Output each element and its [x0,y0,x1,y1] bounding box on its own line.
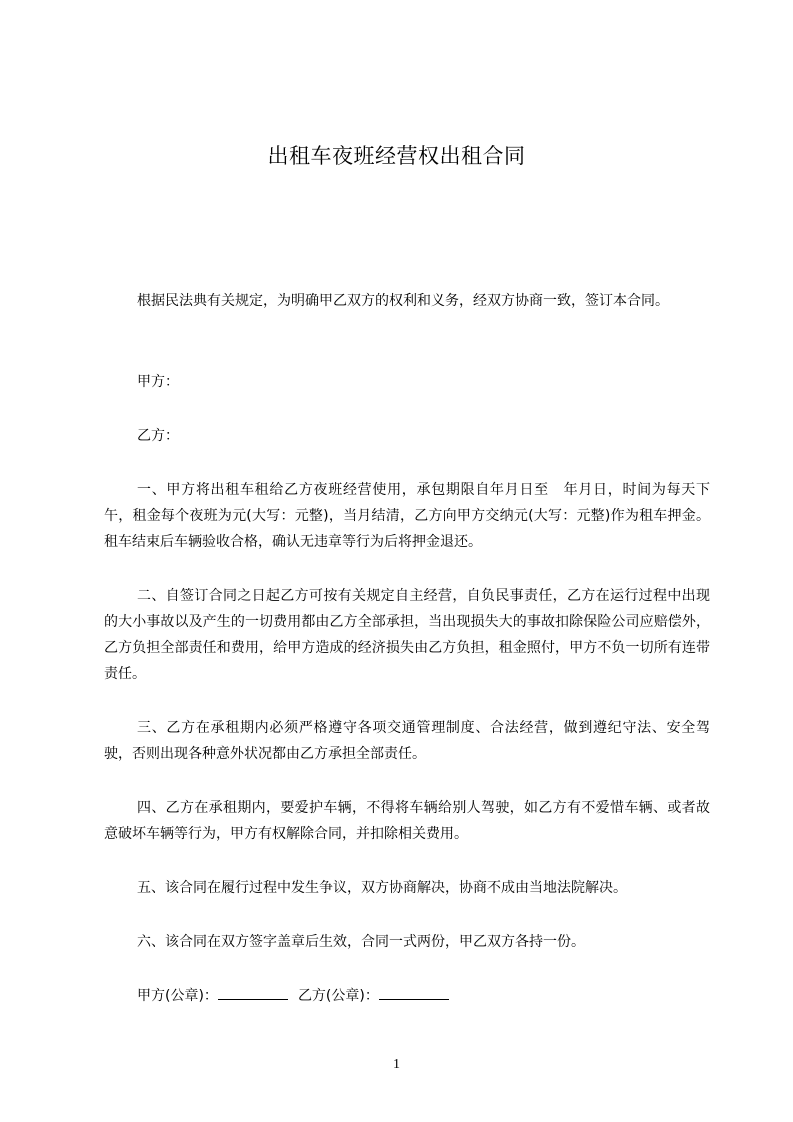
clause-4: 四、乙方在承租期内，要爱护车辆，不得将车辆给别人驾驶，如乙方有不爱惜车辆、或者故意破坏车辆等行为，甲方有权解除合同，并扣除相关费用。 [104,800,710,842]
clause-1: 一、甲方将出租车租给乙方夜班经营使用，承包期限自年月日至 年月日，时间为每天下午，租金每个夜班为元(大写：元整)，当月结清，乙方向甲方交纳元(大写：元整)作为租车押金。租车结束后车辆验收合格，确认无违章等行为后将押金退还。 [104,482,710,550]
document-title: 出租车夜班经营权出租合同 [267,144,526,168]
party-b-signature-blank[interactable] [379,983,449,1000]
party-b-label: 乙方： [137,428,179,444]
party-a-label: 甲方： [137,374,179,390]
clause-3: 三、乙方在承租期内必须严格遵守各项交通管理制度、合法经营，做到遵纪守法、安全驾驶，否则出现各种意外状况都由乙方承担全部责任。 [104,720,710,762]
intro-paragraph: 根据民法典有关规定，为明确甲乙双方的权利和义务，经双方协商一致，签订本合同。 [137,293,669,309]
page-number: 1 [393,1057,400,1072]
clause-6: 六、该合同在双方签字盖章后生效，合同一式两份，甲乙双方各持一份。 [137,934,585,950]
party-a-signature-blank[interactable] [218,983,288,1000]
signature-line [137,983,449,1009]
party-a-seal-label: 甲方(公章)： [137,988,218,1004]
party-b-seal-label: 乙方(公章)： [297,988,379,1004]
clause-5: 五、该合同在履行过程中发生争议，双方协商解决，协商不成由当地法院解决。 [137,880,627,896]
clause-2: 二、自签订合同之日起乙方可按有关规定自主经营，自负民事责任，乙方在运行过程中出现的大小事故以及产生的一切费用都由乙方全部承担，当出现损失大的事故扣除保险公司应赔偿外，乙方负担全部责任和费用，给甲方造成的经济损失由乙方负担，租金照付，甲方不负一切所有连带责任。 [104,588,710,682]
